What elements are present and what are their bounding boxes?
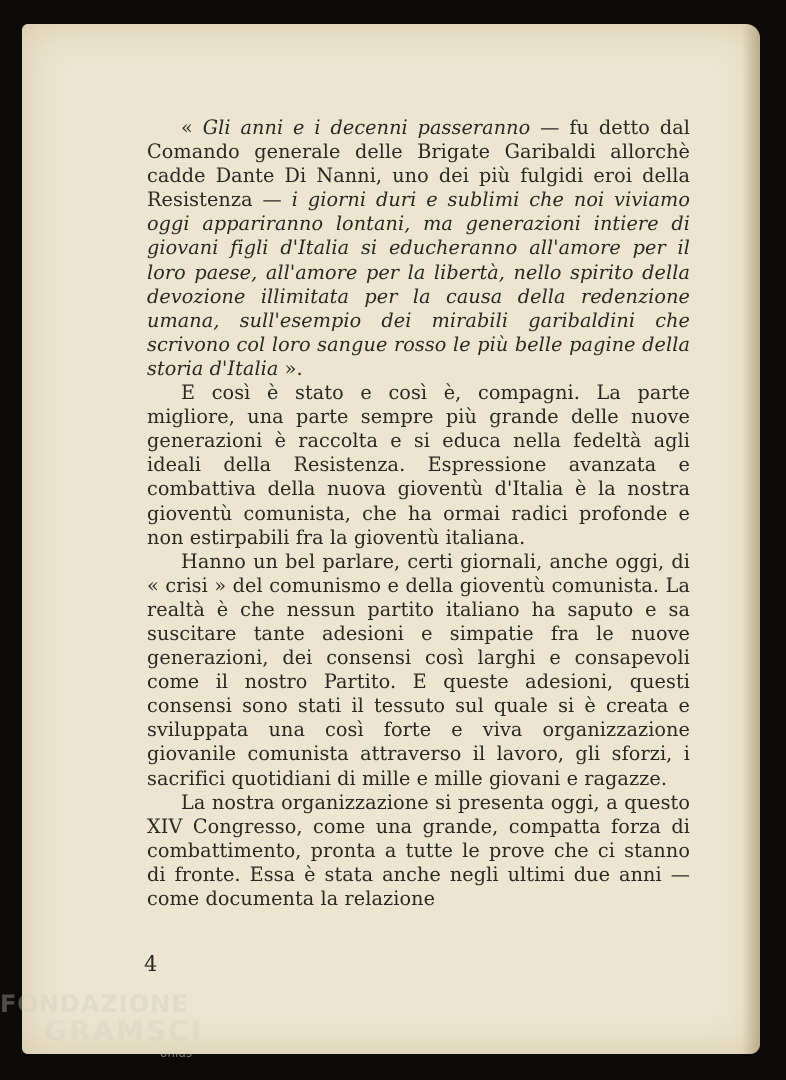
page-number: 4: [144, 952, 158, 976]
watermark-line-2: GRAMSCI: [44, 1014, 204, 1047]
book-page: [22, 24, 760, 1054]
quote-italic-part-1: Gli anni e i decenni passeranno: [202, 116, 531, 139]
quote-paragraph: [147, 116, 690, 381]
quote-open: «: [181, 116, 203, 139]
watermark-line-3: onlus: [160, 1046, 193, 1060]
paragraph-2: E così è stato e così è, compagni. La parte migliore, una parte sempre più grande delle nuove generazioni è raccolta e si educa nella fedeltà agli ideali della Resistenza. Espressione avanzata e combattiva della nuova gioventù d'Italia è la nostra gioventù comunista, che ha ormai radici profonde e non estirpabili fra la gioventù italiana.: [147, 381, 690, 549]
paragraph-3: Hanno un bel parlare, certi giornali, anche oggi, di « crisi » del comunismo e della gioventù comunista. La realtà è che nessun partito italiano ha saputo e sa suscitare tante adesioni e simpatie fra le nuove generazioni, dei consensi così larghi e consapevoli come il nostro Partito. E queste adesioni, questi consensi sono stati il tessuto sul quale si è creata e sviluppata una così forte e viva organizzazione giovanile comunista attraverso il lavoro, gli sforzi, i sacrifici quotidiani di mille e mille giovani e ragazze.: [147, 549, 690, 790]
quote-attribution: — fu detto dal Comando generale delle Brigate Garibaldi allorchè cadde Dante Di Nanni, uno dei più fulgidi eroi della Resistenza —: [147, 116, 690, 212]
paragraph-4: La nostra organizzazione si presenta oggi, a questo XIV Congresso, come una grande, compatta forza di combattimento, pronta a tutte le prove che ci stanno di fronte. Essa è stata anche negli ultimi due anni — come documenta la relazione: [147, 790, 690, 910]
quote-close: ».: [278, 356, 303, 380]
watermark-line-1: FONDAZIONE: [0, 990, 189, 1018]
page-body: [147, 116, 690, 911]
quote-italic-part-2: i giorni duri e sublimi che noi viviamo oggi appariranno lontani, ma generazioni intiere di giovani figli d'Italia si educheranno all'amore per il loro paese, all'amore per la libertà, nello spirito della devozione illimitata per la causa della redenzione umana, sull'esempio dei mirabili garibaldini che scrivono col loro sangue rosso le più belle pagine della storia d'Italia: [147, 188, 690, 380]
